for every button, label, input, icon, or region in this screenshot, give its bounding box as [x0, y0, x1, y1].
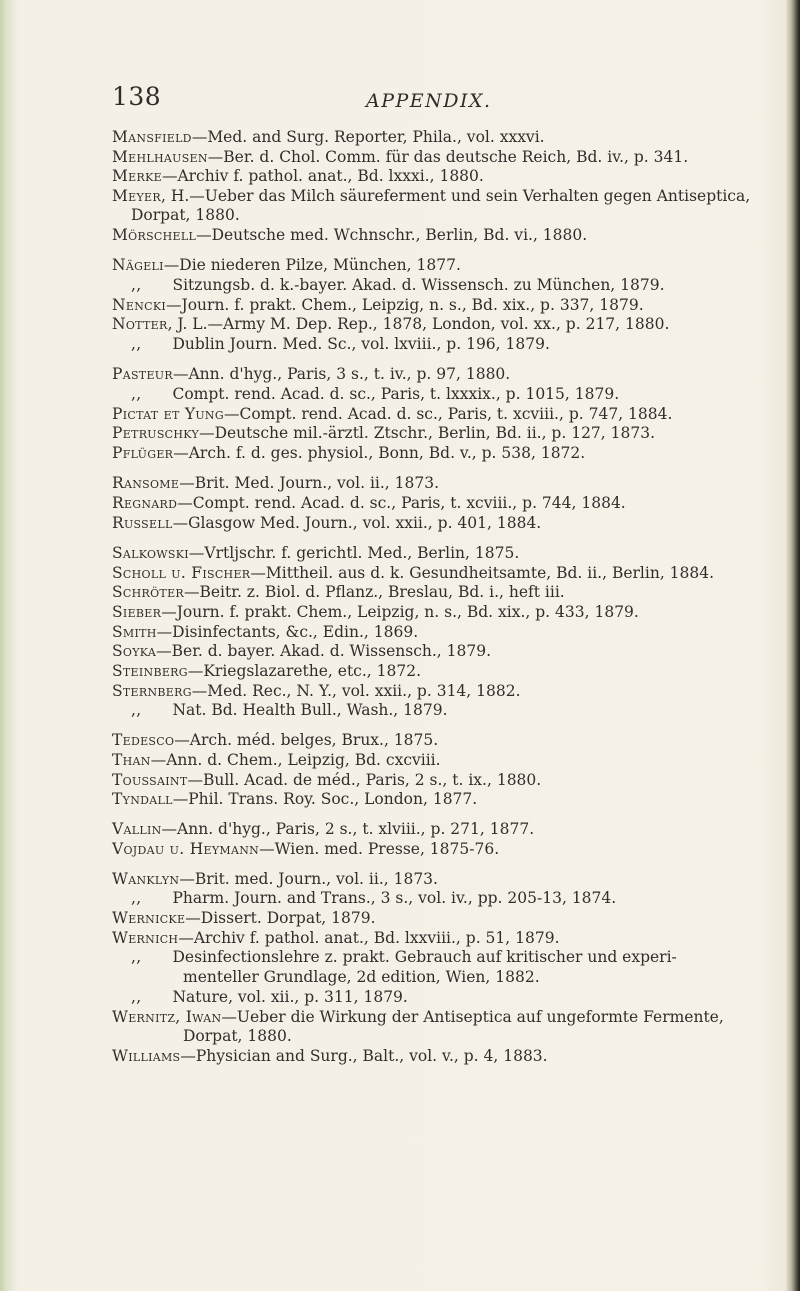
bibliography-entry: [112, 1007, 724, 1027]
entry-author: Nencki: [112, 296, 166, 314]
bibliography-entry: [112, 186, 750, 206]
entry-citation: —Arch. méd. belges, Brux., 1875.: [174, 731, 439, 749]
bibliography-entry: [131, 384, 619, 404]
entry-citation: —Dissert. Dorpat, 1879.: [185, 909, 376, 927]
bibliography-entry: [112, 166, 484, 186]
entry-citation: —Ber. d. bayer. Akad. d. Wissensch., 1879.: [156, 642, 492, 660]
bibliography-entry: [112, 1046, 548, 1066]
entry-author: ,,: [131, 948, 142, 966]
bibliography-entry: [112, 364, 510, 384]
entry-citation: —Ann. d. Chem., Leipzig, Bd. cxcviii.: [150, 751, 441, 769]
entry-citation: —Brit. med. Journ., vol. ii., 1873.: [179, 870, 438, 888]
entry-author: Scholl u. Fischer: [112, 564, 251, 582]
entry-author: Toussaint: [112, 771, 188, 789]
entry-author: Vojdau u. Heymann: [112, 840, 260, 858]
entry-citation: menteller Grundlage, 2d edition, Wien, 1882.: [183, 968, 540, 986]
bibliography-entry: [112, 423, 655, 443]
entry-author: Soyka: [112, 642, 157, 660]
entry-author: Salkowski: [112, 544, 189, 562]
entry-citation: Sitzungsb. d. k.-bayer. Akad. d. Wissensch. zu München, 1879.: [172, 276, 665, 294]
entry-author: Tedesco: [112, 731, 175, 749]
page-number: 138: [112, 82, 162, 111]
entry-citation: , H.—Ueber das Milch säureferment und sein Verhalten gegen Antiseptica,: [160, 187, 751, 205]
entry-author: Merke: [112, 167, 162, 185]
bibliography-entry: [112, 225, 587, 245]
entry-author: Pictat et Yung: [112, 405, 224, 423]
entry-citation: —Glasgow Med. Journ., vol. xxii., p. 401, 1884.: [172, 514, 542, 532]
entry-author: Williams: [112, 1047, 181, 1065]
bibliography-entry: [131, 205, 240, 225]
entry-citation: —Archiv f. pathol. anat., Bd. lxxxi., 1880.: [161, 167, 484, 185]
bibliography-entry: [112, 661, 421, 681]
bibliography-entry: [112, 819, 534, 839]
entry-citation: —Disinfectants, &c., Edin., 1869.: [156, 623, 419, 641]
entry-citation: Compt. rend. Acad. d. sc., Paris, t. lxxxix., p. 1015, 1879.: [172, 385, 620, 403]
entry-citation: Desinfectionslehre z. prakt. Gebrauch auf kritischer und experi-: [172, 948, 677, 966]
bibliography-entry: [112, 513, 541, 533]
entry-citation: , J. L.—Army M. Dep. Rep., 1878, London, vol. xx., p. 217, 1880.: [167, 315, 670, 333]
entry-author: Steinberg: [112, 662, 188, 680]
entry-citation: —Physician and Surg., Balt., vol. v., p. 4, 1883.: [180, 1047, 548, 1065]
entry-author: Wanklyn: [112, 870, 180, 888]
entry-citation: —Ueber die Wirkung der Antiseptica auf ungeformte Fermente,: [221, 1008, 724, 1026]
bibliography-entry: [112, 563, 714, 583]
entry-author: Petruschky: [112, 424, 200, 442]
bibliography-entry: [112, 443, 585, 463]
entry-citation: Nature, vol. xii., p. 311, 1879.: [172, 988, 408, 1006]
entry-author: ,,: [131, 335, 142, 353]
entry-citation: —Vrtljschr. f. gerichtl. Med., Berlin, 1875.: [188, 544, 520, 562]
entry-citation: Pharm. Journ. and Trans., 3 s., vol. iv., pp. 205-13, 1874.: [172, 889, 617, 907]
entry-citation: —Deutsche mil.-ärztl. Ztschr., Berlin, Bd. ii., p. 127, 1873.: [199, 424, 656, 442]
entry-author: Russell: [112, 514, 173, 532]
entry-author: Notter: [112, 315, 168, 333]
bibliography-entry: [112, 147, 688, 167]
bibliography-entry: [131, 987, 408, 1007]
entry-author: ,,: [131, 889, 142, 907]
entry-author: Meyer: [112, 187, 161, 205]
entry-citation: —Wien. med. Presse, 1875-76.: [259, 840, 500, 858]
entry-citation: —Mittheil. aus d. k. Gesundheitsamte, Bd. ii., Berlin, 1884.: [250, 564, 715, 582]
entry-citation: —Med. and Surg. Reporter, Phila., vol. xxxvi.: [191, 128, 545, 146]
bibliography-entry: [112, 543, 519, 563]
entry-citation: —Ber. d. Chol. Comm. für das deutsche Reich, Bd. iv., p. 341.: [207, 148, 689, 166]
entry-citation: —Die niederen Pilze, München, 1877.: [163, 256, 461, 274]
entry-citation: —Arch. f. d. ges. physiol., Bonn, Bd. v., p. 538, 1872.: [173, 444, 586, 462]
entry-citation: —Bull. Acad. de méd., Paris, 2 s., t. ix., 1880.: [187, 771, 542, 789]
entry-citation: Dorpat, 1880.: [183, 1027, 292, 1045]
entry-citation: —Brit. Med. Journ., vol. ii., 1873.: [179, 474, 440, 492]
entry-author: Wernicke: [112, 909, 186, 927]
bibliography-entry: [131, 334, 550, 354]
entry-citation: —Deutsche med. Wchnschr., Berlin, Bd. vi., 1880.: [196, 226, 588, 244]
bibliography-entry: [112, 928, 560, 948]
bibliography-entry: [112, 314, 669, 334]
bibliography-entry: [112, 789, 477, 809]
bibliography-entry: [131, 947, 677, 967]
bibliography-entry: [131, 700, 448, 720]
bibliography-entry: [112, 869, 438, 889]
entry-citation: —Beitr. z. Biol. d. Pflanz., Breslau, Bd. i., heft iii.: [183, 583, 565, 601]
entry-author: ,,: [131, 276, 142, 294]
bibliography-entry: [112, 750, 441, 770]
entry-citation: —Med. Rec., N. Y., vol. xxii., p. 314, 1882.: [191, 682, 521, 700]
bibliography-entry: [112, 681, 521, 701]
bibliography-entry: [131, 275, 665, 295]
entry-author: Sieber: [112, 603, 162, 621]
entry-citation: —Archiv f. pathol. anat., Bd. lxxviii., p. 51, 1879.: [178, 929, 560, 947]
entry-author: Wernitz, Iwan: [112, 1008, 222, 1026]
bibliography-entry: [112, 839, 499, 859]
bibliography-entry: [112, 255, 461, 275]
bibliography-entry: [112, 622, 418, 642]
bibliography-entry: [112, 473, 439, 493]
bibliography-entry: [183, 967, 540, 987]
entry-citation: —Compt. rend. Acad. d. sc., Paris, t. xcviii., p. 747, 1884.: [223, 405, 673, 423]
entry-citation: —Phil. Trans. Roy. Soc., London, 1877.: [172, 790, 478, 808]
entry-author: Smith: [112, 623, 157, 641]
entry-author: Mansfield: [112, 128, 192, 146]
entry-author: ,,: [131, 701, 142, 719]
bibliography-entry: [112, 770, 541, 790]
bibliography-entry: [112, 582, 565, 602]
bibliography-entry: [112, 602, 639, 622]
bibliography-entry: [112, 404, 672, 424]
entry-citation: —Compt. rend. Acad. d. sc., Paris, t. xcviii., p. 744, 1884.: [177, 494, 626, 512]
entry-citation: —Journ. f. prakt. Chem., Leipzig, n. s., Bd. xix., p. 433, 1879.: [161, 603, 639, 621]
entry-author: Mörschell: [112, 226, 197, 244]
entry-author: Schröter: [112, 583, 184, 601]
entry-citation: —Ann. d'hyg., Paris, 3 s., t. iv., p. 97, 1880.: [172, 365, 511, 383]
entry-citation: —Journ. f. prakt. Chem., Leipzig, n. s., Bd. xix., p. 337, 1879.: [166, 296, 644, 314]
entry-author: Regnard: [112, 494, 178, 512]
bibliography-entry: [112, 641, 491, 661]
entry-citation: —Ann. d'hyg., Paris, 2 s., t. xlviii., p. 271, 1877.: [161, 820, 535, 838]
entry-author: Sternberg: [112, 682, 192, 700]
bibliography-entry: [112, 295, 644, 315]
running-head: APPENDIX.: [366, 90, 492, 112]
entry-citation: Dorpat, 1880.: [131, 206, 240, 224]
bibliography-entry: [131, 888, 616, 908]
entry-author: Than: [112, 751, 151, 769]
entry-author: Wernich: [112, 929, 179, 947]
entry-author: Vallin: [112, 820, 162, 838]
entry-author: ,,: [131, 385, 142, 403]
entry-citation: Dublin Journ. Med. Sc., vol. lxviii., p. 196, 1879.: [172, 335, 550, 353]
bibliography-entry: [112, 908, 376, 928]
bibliography-entry: [112, 127, 545, 147]
entry-author: Tyndall: [112, 790, 173, 808]
bibliography-entry: [183, 1026, 292, 1046]
bibliography-entry: [112, 493, 626, 513]
entry-author: Mehlhausen: [112, 148, 208, 166]
entry-author: Pasteur: [112, 365, 173, 383]
entry-citation: Nat. Bd. Health Bull., Wash., 1879.: [172, 701, 448, 719]
entry-author: Nägeli: [112, 256, 164, 274]
entry-author: Pflüger: [112, 444, 174, 462]
entry-author: ,,: [131, 988, 142, 1006]
bibliography-entry: [112, 730, 438, 750]
entry-citation: —Kriegslazarethe, etc., 1872.: [187, 662, 422, 680]
entry-author: Ransome: [112, 474, 180, 492]
